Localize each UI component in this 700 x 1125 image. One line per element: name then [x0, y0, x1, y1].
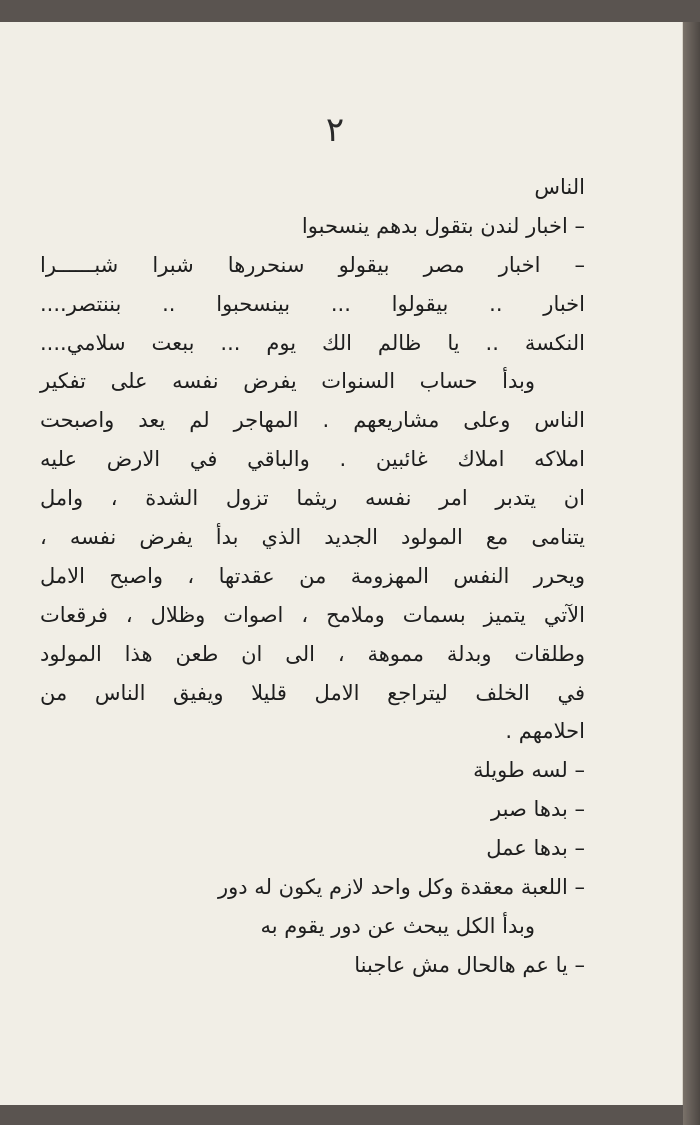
- text-line: ويحرر النفس المهزومة من عقدتها ، واصبح الامل: [40, 563, 585, 588]
- text-line: – يا عم هالحال مش عاجبنا: [354, 952, 585, 977]
- text-line: احلامهم .: [505, 719, 585, 744]
- text-line: وبدأ حساب السنوات يفرض نفسه على تفكير: [40, 369, 535, 394]
- text-line: النكسة .. يا ظالم الك يوم ... ببعت سلامي....: [40, 330, 585, 355]
- text-line: اخبار .. بيقولوا ... بينسحبوا .. بننتصر....: [40, 291, 585, 316]
- document-body: [40, 168, 585, 985]
- text-line: في الخلف ليتراجع الامل قليلا ويفيق الناس من: [40, 680, 585, 705]
- text-line: يتنامى مع المولود الجديد الذي بدأ يفرض نفسه ،: [40, 525, 585, 550]
- page-number: ٢: [325, 110, 345, 150]
- text-line: – اخبار مصر بيقولو سنحررها شبرا شبــــــرا: [40, 252, 585, 277]
- text-line: الناس: [534, 175, 585, 199]
- text-line: – اخبار لندن بتقول بدهم ينسحبوا: [301, 213, 585, 238]
- text-line: – بدها عمل: [486, 836, 585, 861]
- text-line: املاكه املاك غائبين . والباقي في الارض عليه: [40, 447, 585, 472]
- text-line: – لسه طويلة: [473, 758, 585, 783]
- text-line: وطلقات وبدلة مموهة ، الى ان طعن هذا المولود: [40, 641, 585, 666]
- text-line: – بدها صبر: [491, 797, 585, 822]
- text-line: وبدأ الكل يبحث عن دور يقوم به: [260, 913, 535, 938]
- text-line: – اللعبة معقدة وكل واحد لازم يكون له دور: [218, 875, 585, 900]
- text-line: الناس وعلى مشاريعهم . المهاجر لم يعد واصبحت: [40, 408, 585, 433]
- page-edge: [683, 22, 700, 1125]
- text-line: الآتي يتميز بسمات وملامح ، اصوات وظلال ، فرقعات: [40, 602, 585, 627]
- text-line: ان يتدبر امر نفسه ريثما تزول الشدة ، وامل: [40, 486, 585, 511]
